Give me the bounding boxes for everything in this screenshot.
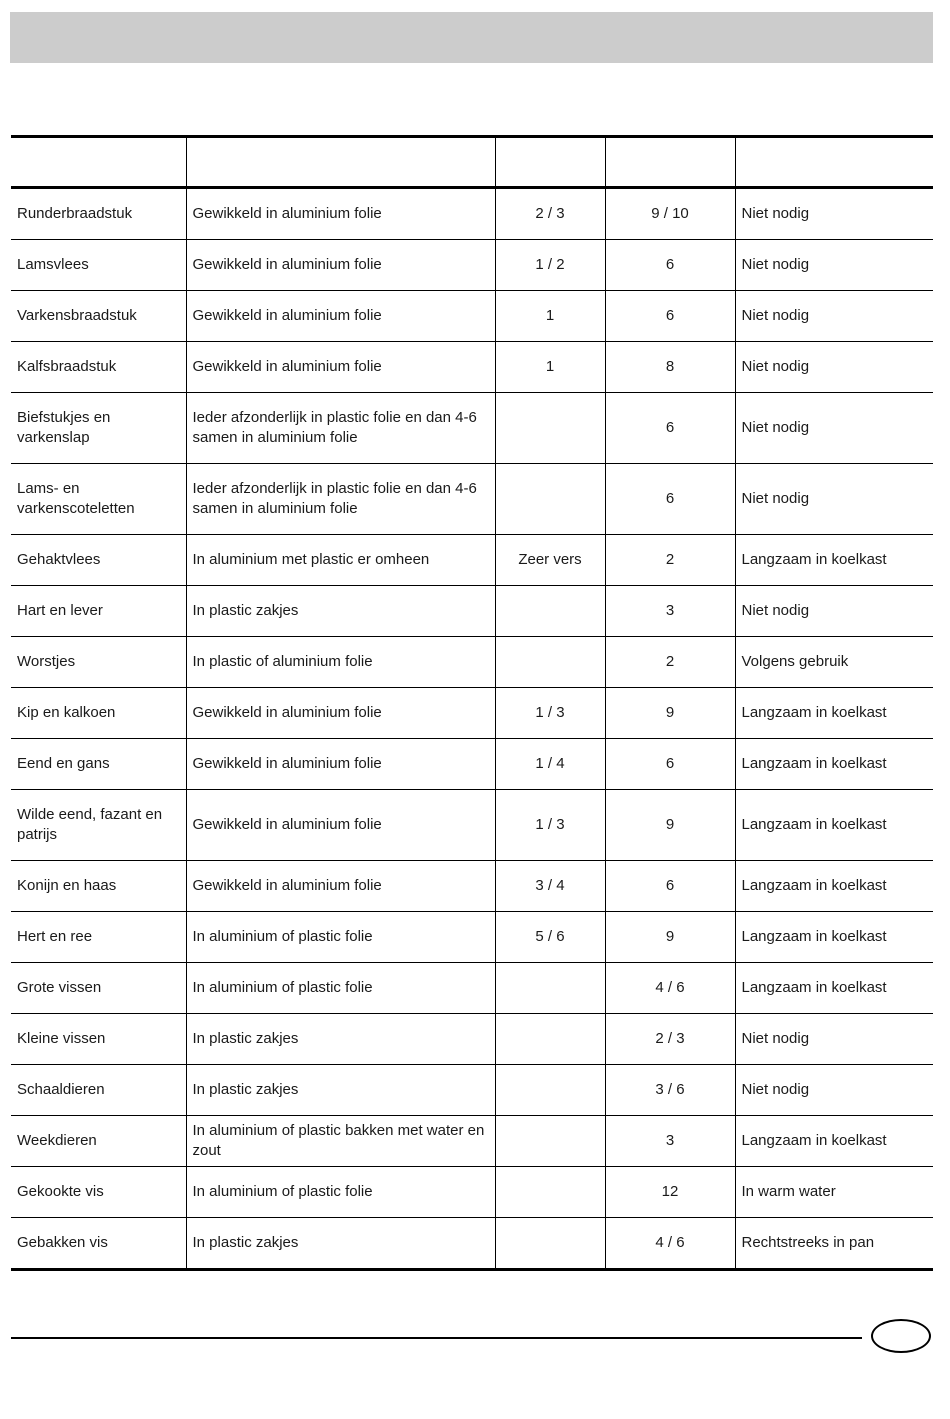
cell-packaging: Gewikkeld in aluminium folie (186, 188, 495, 240)
cell-age: 3 / 4 (495, 861, 605, 912)
cell-thawing: Niet nodig (735, 393, 933, 464)
cell-packaging: Gewikkeld in aluminium folie (186, 342, 495, 393)
table-row (11, 586, 933, 637)
cell-months: 12 (605, 1167, 735, 1218)
cell-age (495, 1065, 605, 1116)
header-age (495, 137, 605, 188)
cell-food: Runderbraadstuk (11, 188, 186, 240)
cell-months: 2 / 3 (605, 1014, 735, 1065)
table-row (11, 188, 933, 240)
table-row (11, 535, 933, 586)
cell-food: Gekookte vis (11, 1167, 186, 1218)
cell-thawing: Langzaam in koelkast (735, 739, 933, 790)
cell-food: Kalfsbraadstuk (11, 342, 186, 393)
cell-thawing: Langzaam in koelkast (735, 688, 933, 739)
cell-food: Kip en kalkoen (11, 688, 186, 739)
cell-food: Lams- en varkenscoteletten (11, 464, 186, 535)
cell-months: 9 / 10 (605, 188, 735, 240)
table-row (11, 464, 933, 535)
cell-thawing: Langzaam in koelkast (735, 790, 933, 861)
cell-food: Gehaktvlees (11, 535, 186, 586)
cell-months: 2 (605, 535, 735, 586)
cell-months: 8 (605, 342, 735, 393)
cell-food: Hart en lever (11, 586, 186, 637)
cell-age: 1 / 3 (495, 688, 605, 739)
table-row (11, 963, 933, 1014)
cell-packaging: Ieder afzonderlijk in plastic folie en dan 4-6 samen in aluminium folie (186, 393, 495, 464)
cell-food: Hert en ree (11, 912, 186, 963)
cell-thawing: Langzaam in koelkast (735, 912, 933, 963)
cell-packaging: In plastic of aluminium folie (186, 637, 495, 688)
header-food (11, 137, 186, 188)
cell-thawing: Niet nodig (735, 586, 933, 637)
page-number-oval (871, 1319, 931, 1353)
cell-months: 6 (605, 240, 735, 291)
cell-packaging: In plastic zakjes (186, 1014, 495, 1065)
cell-age: 1 / 4 (495, 739, 605, 790)
cell-thawing: Niet nodig (735, 188, 933, 240)
cell-packaging: In aluminium of plastic folie (186, 1167, 495, 1218)
cell-age (495, 637, 605, 688)
cell-thawing: Volgens gebruik (735, 637, 933, 688)
cell-thawing: In warm water (735, 1167, 933, 1218)
cell-food: Wilde eend, fazant en patrijs (11, 790, 186, 861)
cell-months: 6 (605, 739, 735, 790)
cell-age (495, 1014, 605, 1065)
table-row (11, 240, 933, 291)
cell-packaging: In aluminium met plastic er omheen (186, 535, 495, 586)
cell-months: 6 (605, 464, 735, 535)
table-row (11, 1014, 933, 1065)
cell-age (495, 963, 605, 1014)
cell-months: 9 (605, 790, 735, 861)
cell-months: 6 (605, 861, 735, 912)
cell-months: 4 / 6 (605, 1218, 735, 1270)
cell-packaging: In plastic zakjes (186, 586, 495, 637)
cell-age (495, 464, 605, 535)
cell-thawing: Langzaam in koelkast (735, 861, 933, 912)
table-row (11, 393, 933, 464)
header-packaging (186, 137, 495, 188)
cell-age (495, 1116, 605, 1167)
freezing-table-container (11, 135, 933, 1271)
cell-packaging: Gewikkeld in aluminium folie (186, 790, 495, 861)
cell-thawing: Niet nodig (735, 464, 933, 535)
cell-thawing: Langzaam in koelkast (735, 1116, 933, 1167)
cell-food: Schaaldieren (11, 1065, 186, 1116)
cell-age: 1 (495, 291, 605, 342)
cell-months: 9 (605, 912, 735, 963)
table-row (11, 739, 933, 790)
cell-packaging: In plastic zakjes (186, 1065, 495, 1116)
cell-packaging: Gewikkeld in aluminium folie (186, 739, 495, 790)
cell-thawing: Niet nodig (735, 1065, 933, 1116)
cell-thawing: Niet nodig (735, 240, 933, 291)
cell-age (495, 1218, 605, 1270)
cell-food: Weekdieren (11, 1116, 186, 1167)
table-row (11, 912, 933, 963)
cell-age: 2 / 3 (495, 188, 605, 240)
cell-thawing: Niet nodig (735, 1014, 933, 1065)
cell-thawing: Niet nodig (735, 291, 933, 342)
cell-months: 9 (605, 688, 735, 739)
cell-months: 2 (605, 637, 735, 688)
cell-months: 6 (605, 393, 735, 464)
cell-months: 3 / 6 (605, 1065, 735, 1116)
cell-age (495, 393, 605, 464)
cell-food: Kleine vissen (11, 1014, 186, 1065)
cell-age: 1 / 2 (495, 240, 605, 291)
cell-food: Biefstukjes en varkenslap (11, 393, 186, 464)
table-row (11, 790, 933, 861)
header-band (10, 12, 933, 63)
footer-rule (11, 1337, 862, 1339)
table-header-row (11, 137, 933, 188)
cell-months: 3 (605, 1116, 735, 1167)
cell-packaging: Gewikkeld in aluminium folie (186, 688, 495, 739)
table-row (11, 1218, 933, 1270)
cell-thawing: Langzaam in koelkast (735, 963, 933, 1014)
table-row (11, 688, 933, 739)
cell-months: 3 (605, 586, 735, 637)
header-thawing (735, 137, 933, 188)
cell-packaging: In aluminium of plastic folie (186, 912, 495, 963)
cell-food: Konijn en haas (11, 861, 186, 912)
cell-age: Zeer vers (495, 535, 605, 586)
cell-food: Grote vissen (11, 963, 186, 1014)
cell-thawing: Langzaam in koelkast (735, 535, 933, 586)
cell-age: 1 (495, 342, 605, 393)
table-row (11, 1065, 933, 1116)
table-row (11, 342, 933, 393)
cell-packaging: Ieder afzonderlijk in plastic folie en dan 4-6 samen in aluminium folie (186, 464, 495, 535)
cell-packaging: Gewikkeld in aluminium folie (186, 291, 495, 342)
cell-packaging: Gewikkeld in aluminium folie (186, 240, 495, 291)
cell-age: 1 / 3 (495, 790, 605, 861)
cell-thawing: Niet nodig (735, 342, 933, 393)
table-row (11, 1116, 933, 1167)
table-row (11, 861, 933, 912)
freezing-table (11, 135, 933, 1271)
header-months (605, 137, 735, 188)
table-body (11, 188, 933, 1270)
cell-food: Lamsvlees (11, 240, 186, 291)
cell-age: 5 / 6 (495, 912, 605, 963)
cell-packaging: Gewikkeld in aluminium folie (186, 861, 495, 912)
table-row (11, 637, 933, 688)
cell-age (495, 1167, 605, 1218)
cell-food: Gebakken vis (17, 1234, 108, 1251)
cell-packaging: In plastic zakjes (186, 1218, 495, 1270)
cell-months: 6 (605, 291, 735, 342)
cell-months: 4 / 6 (605, 963, 735, 1014)
cell-packaging: In aluminium of plastic folie (186, 963, 495, 1014)
cell-packaging: In aluminium of plastic bakken met water en zout (186, 1116, 495, 1167)
cell-thawing: Rechtstreeks in pan (735, 1218, 933, 1270)
cell-food: Worstjes (11, 637, 186, 688)
table-row (11, 291, 933, 342)
cell-food: Eend en gans (11, 739, 186, 790)
table-row (11, 1167, 933, 1218)
cell-age (495, 586, 605, 637)
cell-food: Varkensbraadstuk (11, 291, 186, 342)
